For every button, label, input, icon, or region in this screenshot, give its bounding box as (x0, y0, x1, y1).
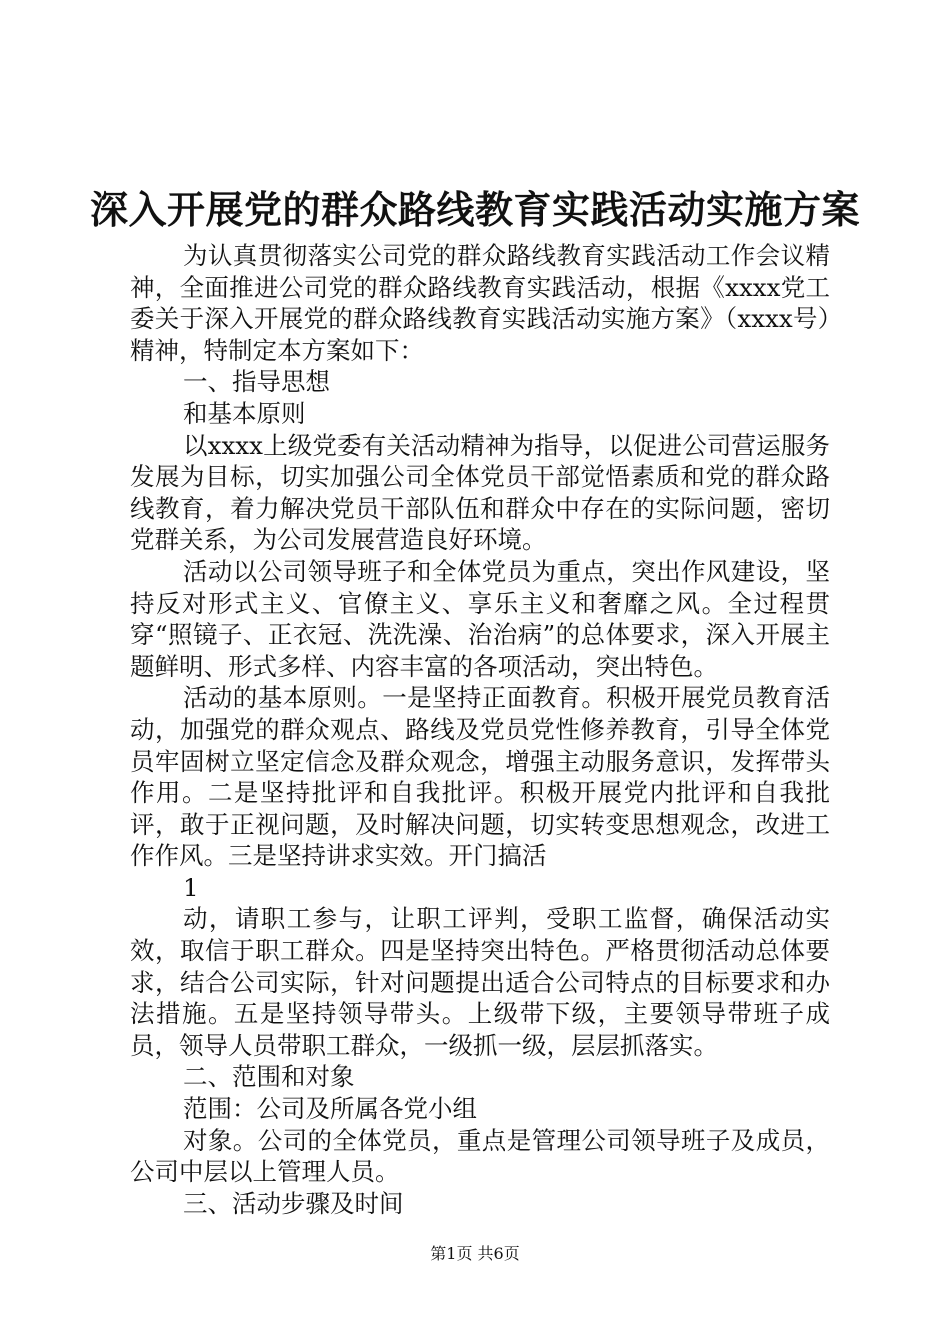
paragraph-guidance: 以xxxx上级党委有关活动精神为指导，以促进公司营运服务发展为目标，切实加强公司全体党员干部觉悟素质和党的群众路线教育，着力解决党员干部队伍和群众中存在的实际问题，密切党群关系，为公司发展营造良好环境。 (130, 430, 830, 555)
page-footer: 第1页 共6页 (430, 1244, 520, 1263)
document-body (130, 240, 830, 1219)
paragraph-scope: 范围：公司及所属各党小组 (183, 1094, 477, 1124)
paragraph-intro: 为认真贯彻落实公司党的群众路线教育实践活动工作会议精神，全面推进公司党的群众路线教育实践活动，根据《xxxx党工委关于深入开展党的群众路线教育实践活动实施方案》（xxxx号）精神，特制定本方案如下： (130, 241, 831, 365)
heading-basic-principles: 和基本原则 (183, 398, 306, 428)
paragraph-targets: 对象。公司的全体党员，重点是管理公司领导班子及成员，公司中层以上管理人员。 (130, 1125, 830, 1187)
heading-scope-and-targets: 二、范围和对象 (183, 1062, 355, 1092)
page-break-marker: 1 (183, 872, 199, 902)
heading-guiding-ideology: 一、指导思想 (183, 367, 330, 397)
paragraph-principles: 活动的基本原则。一是坚持正面教育。积极开展党员教育活动，加强党的群众观点、路线及党员党性修养教育，引导全体党员牢固树立坚定信念及群众观念，增强主动服务意识，发挥带头作用。二是坚持批评和自我批评。积极开展党内批评和自我批评，敢于正视问题，及时解决问题，切实转变思想观念，改进工作作风。三是坚持讲求实效。开门搞活 (130, 683, 830, 871)
document-title: 深入开展党的群众路线教育实践活动实施方案 (89, 187, 860, 232)
paragraph-principles-continued: 动，请职工参与，让职工评判，受职工监督，确保活动实效，取信于职工群众。四是坚持突出特色。严格贯彻活动总体要求，结合公司实际，针对问题提出适合公司特点的目标要求和办法措施。五是坚持领导带头。上级带下级，主要领导带班子成员，领导人员带职工群众，一级抓一级，层层抓落实。 (130, 904, 830, 1060)
paragraph-focus: 活动以公司领导班子和全体党员为重点，突出作风建设，坚持反对形式主义、官僚主义、享乐主义和奢靡之风。全过程贯穿“照镜子、正衣冠、洗洗澡、治治病”的总体要求，深入开展主题鲜明、形式多样、内容丰富的各项活动，突出特色。 (130, 556, 830, 681)
heading-activity-steps: 三、活动步骤及时间 (183, 1188, 404, 1218)
